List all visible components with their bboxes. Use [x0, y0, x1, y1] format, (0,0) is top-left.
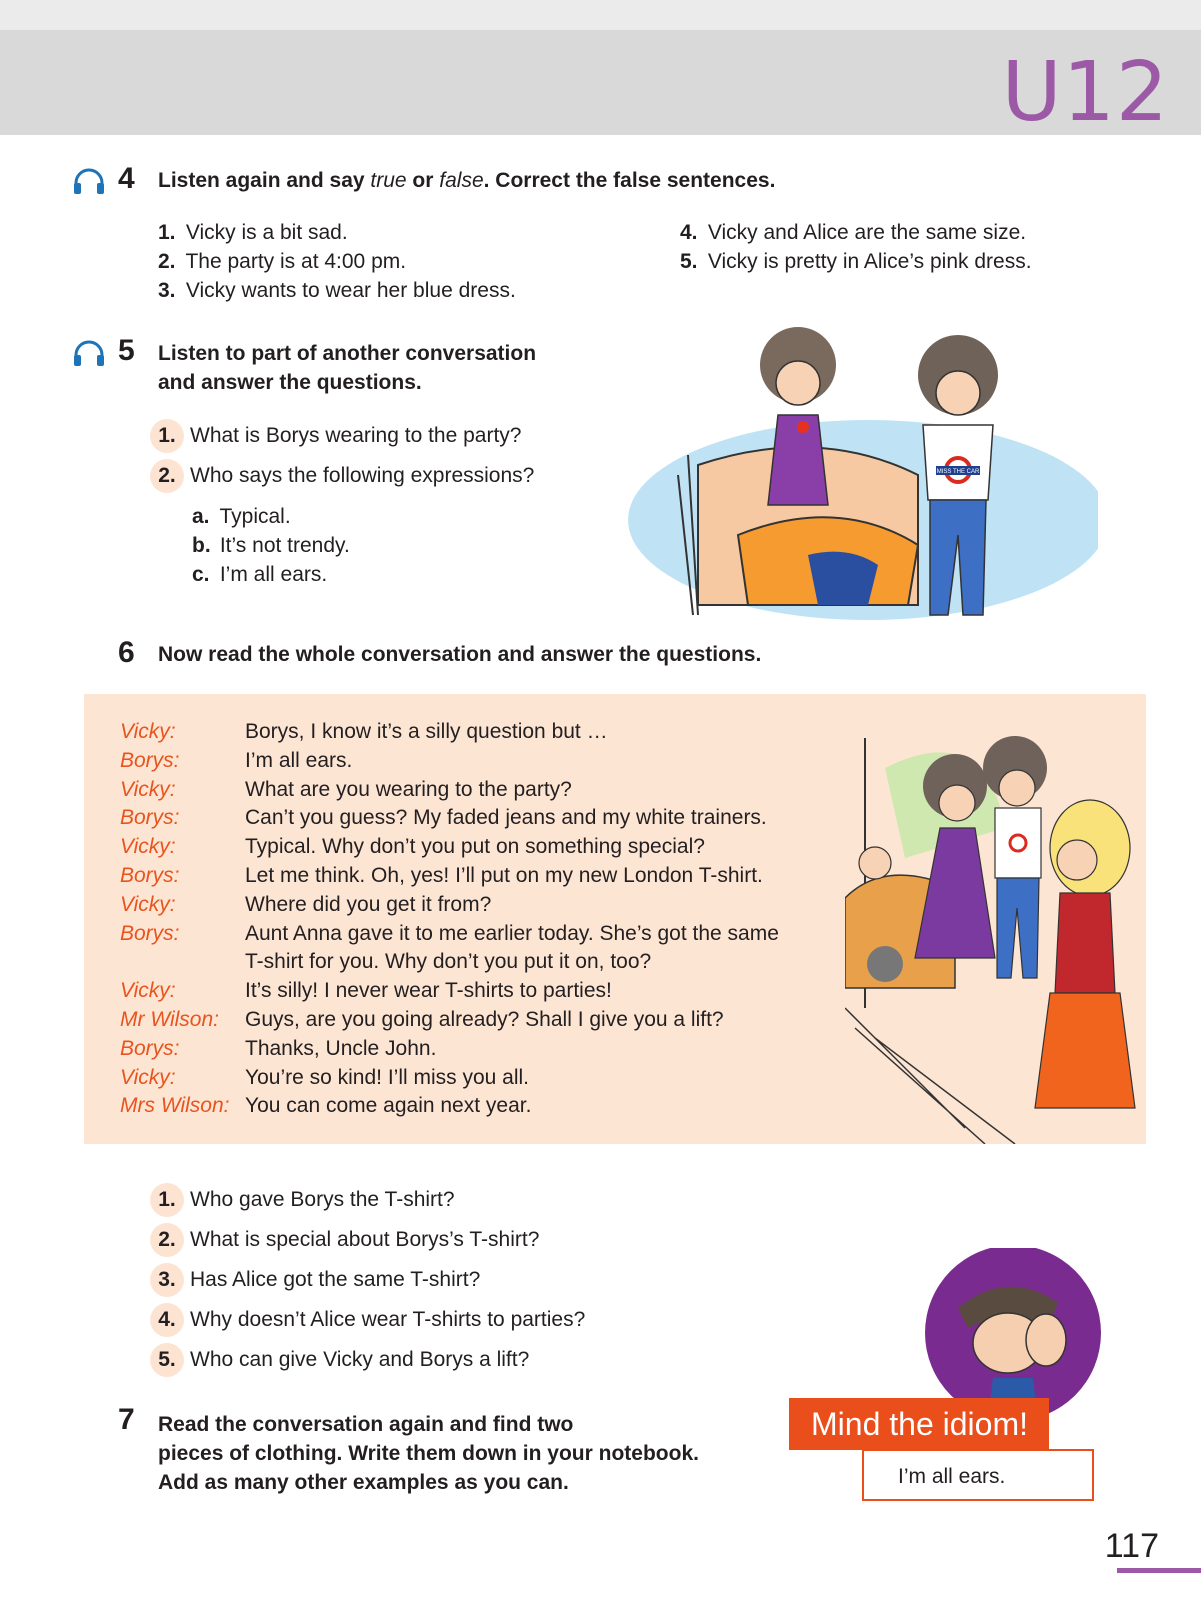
dialogue-line: T-shirt for you. Why don’t you put it on, too?: [245, 950, 652, 973]
item-text: Vicky and Alice are the same size.: [707, 221, 1027, 244]
ex4-item-2: [158, 247, 406, 276]
question-text: Who can give Vicky and Borys a lift?: [190, 1348, 530, 1371]
exercise-6-instruction: Now read the whole conversation and answer the questions.: [158, 643, 762, 666]
illustration-family: [845, 708, 1145, 1144]
question-number: 5.: [150, 1343, 184, 1377]
sub-text: I’m all ears.: [219, 563, 328, 586]
item-number: 4.: [680, 221, 698, 244]
dialogue-line: Let me think. Oh, yes! I’ll put on my new London T-shirt.: [245, 864, 763, 887]
instr-part: . Correct the false sentences.: [483, 169, 776, 192]
ex6-question: [150, 1183, 455, 1217]
item-number: 1.: [158, 221, 176, 244]
speaker-name: Borys:: [120, 922, 180, 945]
unit-header: [0, 30, 1201, 140]
top-band: [0, 0, 1201, 30]
idiom-text: I’m all ears.: [862, 1449, 1094, 1501]
exercise-4-instruction: [158, 166, 775, 195]
illustration-listening-boy: [918, 1248, 1108, 1418]
dialogue-line: It’s silly! I never wear T-shirts to parties!: [245, 979, 612, 1002]
ex6-question: [150, 1303, 585, 1337]
illustration-bedroom: [618, 305, 1098, 645]
dialogue-line: You can come again next year.: [245, 1094, 532, 1117]
unit-label: U12: [1001, 45, 1169, 140]
question-number: 2.: [150, 1223, 184, 1257]
question-number: 2.: [150, 459, 184, 493]
ex4-item-4: [680, 218, 1026, 247]
exercise-5-instruction: [158, 339, 536, 397]
instr-false: false: [439, 169, 484, 192]
ex4-item-5: [680, 247, 1032, 276]
sub-text: It’s not trendy.: [219, 534, 350, 557]
ex6-question: [150, 1343, 529, 1377]
ex5-sub-b: [192, 531, 350, 560]
question-text: Who gave Borys the T-shirt?: [190, 1188, 455, 1211]
item-text: The party is at 4:00 pm.: [185, 250, 407, 273]
exercise-5-number: 5: [118, 334, 135, 367]
question-number: 4.: [150, 1303, 184, 1337]
ex4-item-1: [158, 218, 348, 247]
dialogue-line: You’re so kind! I’ll miss you all.: [245, 1066, 530, 1089]
dialogue-line: I’m all ears.: [245, 749, 353, 772]
sub-text: Typical.: [219, 505, 291, 528]
item-number: 3.: [158, 279, 176, 302]
headphones-icon[interactable]: [72, 168, 106, 196]
dialogue-line: Aunt Anna gave it to me earlier today. She’s got the same: [245, 922, 779, 945]
ex4-item-3: [158, 276, 516, 305]
question-number: 3.: [150, 1263, 184, 1297]
dialogue-line: Where did you get it from?: [245, 893, 492, 916]
speaker-name: Vicky:: [120, 720, 176, 743]
speaker-name: Vicky:: [120, 893, 176, 916]
speaker-name: Mr Wilson:: [120, 1008, 219, 1031]
speaker-name: Borys:: [120, 749, 180, 772]
speaker-name: Vicky:: [120, 778, 176, 801]
sub-letter: b.: [192, 534, 211, 557]
speaker-name: Vicky:: [120, 835, 176, 858]
page-number: 117: [1104, 1527, 1159, 1565]
dialogue-line: What are you wearing to the party?: [245, 778, 572, 801]
ex5-sub-c: [192, 560, 327, 589]
instr-line: Read the conversation again and find two: [158, 1413, 574, 1436]
idiom-title: Mind the idiom!: [789, 1398, 1049, 1450]
speaker-name: Borys:: [120, 806, 180, 829]
instr-line: and answer the questions.: [158, 371, 422, 394]
question-number: 1.: [150, 419, 184, 453]
exercise-7-instruction: [158, 1410, 699, 1497]
speaker-name: Vicky:: [120, 979, 176, 1002]
ex6-question: [150, 1263, 480, 1297]
exercise-7-number: 7: [118, 1403, 135, 1436]
ex5-question-2: [150, 459, 534, 493]
item-number: 5.: [680, 250, 698, 273]
dialogue-line: Thanks, Uncle John.: [245, 1037, 437, 1060]
question-text: Has Alice got the same T-shirt?: [190, 1268, 481, 1291]
instr-part: or: [406, 169, 440, 192]
dialogue-line: Borys, I know it’s a silly question but …: [245, 720, 608, 743]
instr-part: Listen again and say: [158, 169, 371, 192]
speaker-name: Borys:: [120, 864, 180, 887]
ex5-question-1: [150, 419, 521, 453]
question-text: Who says the following expressions?: [190, 464, 535, 487]
instr-line: Add as many other examples as you can.: [158, 1471, 569, 1494]
question-text: What is Borys wearing to the party?: [190, 424, 522, 447]
tshirt-text: MISS THE CAR: [936, 469, 980, 475]
speaker-name: Vicky:: [120, 1066, 176, 1089]
dialogue-line: Can’t you guess? My faded jeans and my white trainers.: [245, 806, 767, 829]
question-number: 1.: [150, 1183, 184, 1217]
speaker-name: Borys:: [120, 1037, 180, 1060]
item-number: 2.: [158, 250, 176, 273]
sub-letter: c.: [192, 563, 210, 586]
page-number-underline: [1117, 1568, 1201, 1573]
instr-line: pieces of clothing. Write them down in your notebook.: [158, 1442, 699, 1465]
headphones-icon[interactable]: [72, 340, 106, 368]
dialogue-line: Guys, are you going already? Shall I give you a lift?: [245, 1008, 724, 1031]
item-text: Vicky wants to wear her blue dress.: [185, 279, 516, 302]
exercise-6-number: 6: [118, 636, 135, 669]
speaker-name: Mrs Wilson:: [120, 1094, 230, 1117]
question-text: What is special about Borys’s T-shirt?: [190, 1228, 540, 1251]
exercise-4-number: 4: [118, 162, 135, 195]
instr-line: Listen to part of another conversation: [158, 342, 537, 365]
item-text: Vicky is a bit sad.: [185, 221, 348, 244]
ex5-sub-a: [192, 502, 291, 531]
sub-letter: a.: [192, 505, 210, 528]
item-text: Vicky is pretty in Alice’s pink dress.: [707, 250, 1032, 273]
instr-true: true: [370, 169, 407, 192]
dialogue-line: Typical. Why don’t you put on something special?: [245, 835, 705, 858]
ex6-question: [150, 1223, 539, 1257]
question-text: Why doesn’t Alice wear T-shirts to parties?: [190, 1308, 586, 1331]
